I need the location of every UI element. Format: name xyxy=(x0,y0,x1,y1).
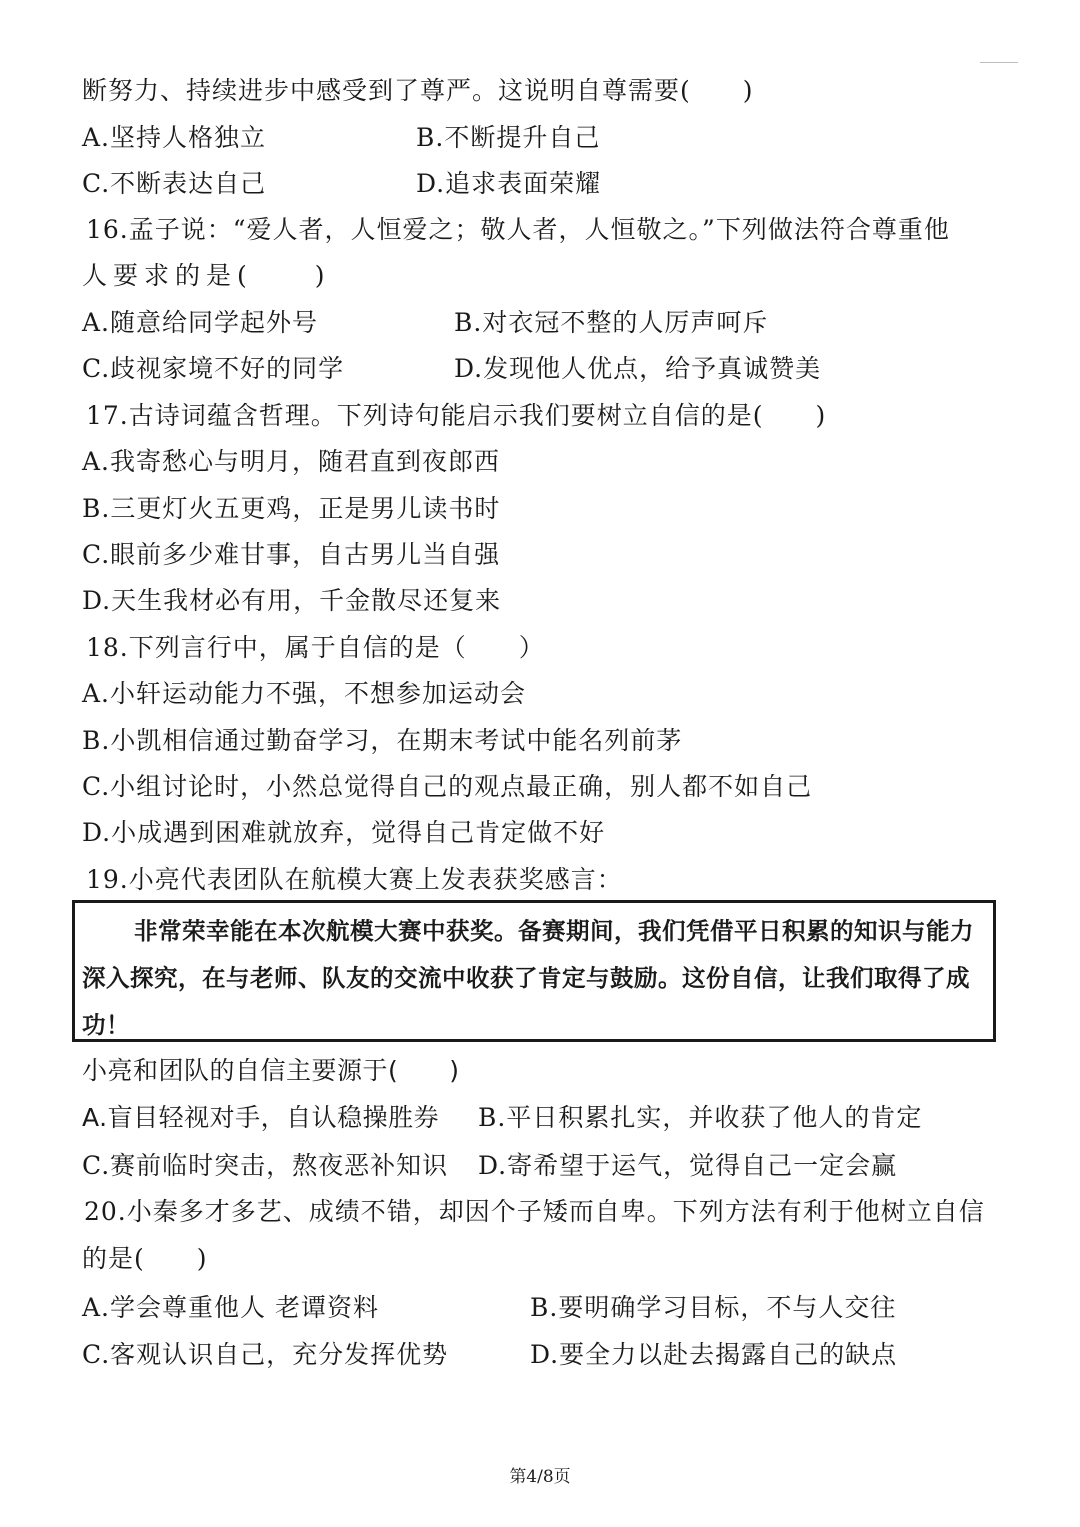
q20-stem-line2: 的是( ) xyxy=(82,1244,208,1273)
q17-option-a: A.我寄愁心与明月，随君直到夜郎西 xyxy=(82,447,501,476)
q20-option-a: A.学会尊重他人 老谭资料 xyxy=(82,1293,379,1322)
q18-option-b: B.小凯相信通过勤奋学习，在期末考试中能名列前茅 xyxy=(82,726,683,755)
q20-stem-line1: 20.小秦多才多艺、成绩不错，却因个子矮而自卑。下列方法有利于他树立自信 xyxy=(84,1197,985,1226)
q17-option-c: C.眼前多少难甘事，自古男儿当自强 xyxy=(82,540,501,569)
q17-option-b: B.三更灯火五更鸡，正是男儿读书时 xyxy=(82,494,501,523)
q18-option-a: A.小轩运动能力不强，不想参加运动会 xyxy=(82,679,527,708)
q19-option-c: C.赛前临时突击，熬夜恶补知识 xyxy=(82,1151,449,1180)
q18-stem: 18.下列言行中，属于自信的是（ ） xyxy=(86,633,545,662)
q15-option-a: A.坚持人格独立 xyxy=(82,123,267,152)
corner-mark xyxy=(980,62,1018,63)
q15-stem-tail: 断努力、持续进步中感受到了尊严。这说明自尊需要( ) xyxy=(82,76,754,105)
q20-option-d: D.要全力以赴去揭露自己的缺点 xyxy=(530,1340,898,1369)
q19-question: 小亮和团队的自信主要源于( ) xyxy=(82,1056,460,1085)
q19-option-a: A.盲目轻视对手，自认稳操胜券 xyxy=(82,1103,440,1132)
q15-option-b: B.不断提升自己 xyxy=(416,123,601,152)
q19-option-b: B.平日积累扎实，并收获了他人的肯定 xyxy=(478,1103,923,1132)
q15-option-c: C.不断表达自己 xyxy=(82,169,267,198)
q17-option-d: D.天生我材必有用，千金散尽还复来 xyxy=(82,586,502,615)
q15-option-d: D.追求表面荣耀 xyxy=(416,169,602,198)
q18-option-c: C.小组讨论时，小然总觉得自己的观点最正确，别人都不如自己 xyxy=(82,772,813,801)
page-number: 第4/8页 xyxy=(509,1467,571,1487)
q19-stem: 19.小亮代表团队在航模大赛上发表获奖感言： xyxy=(86,865,623,894)
q18-option-d: D.小成遇到困难就放弃，觉得自己肯定做不好 xyxy=(82,818,606,847)
q16-option-a: A.随意给同学起外号 xyxy=(82,308,319,337)
q16-option-d: D.发现他人优点，给予真诚赞美 xyxy=(454,354,822,383)
q16-option-c: C.歧视家境不好的同学 xyxy=(82,354,345,383)
q19-quote-text: 非常荣幸能在本次航模大赛中获奖。备赛期间，我们凭借平日积累的知识与能力深入探究，在与老师、队友的交流中收获了肯定与鼓励。这份自信，让我们取得了成功！ xyxy=(82,917,974,1039)
q20-option-c: C.客观认识自己，充分发挥优势 xyxy=(82,1340,449,1369)
q16-option-b: B.对衣冠不整的人厉声呵斥 xyxy=(454,308,769,337)
q16-stem-line2: 人要求的是( ) xyxy=(82,261,331,290)
q17-stem: 17.古诗词蕴含哲理。下列诗句能启示我们要树立自信的是( ) xyxy=(86,401,827,430)
q20-option-b: B.要明确学习目标，不与人交往 xyxy=(530,1293,897,1322)
q16-stem-line1: 16.孟子说：“爱人者，人恒爱之；敬人者，人恒敬之。”下列做法符合尊重他 xyxy=(86,215,950,244)
q19-option-d: D.寄希望于运气，觉得自己一定会赢 xyxy=(478,1151,898,1180)
